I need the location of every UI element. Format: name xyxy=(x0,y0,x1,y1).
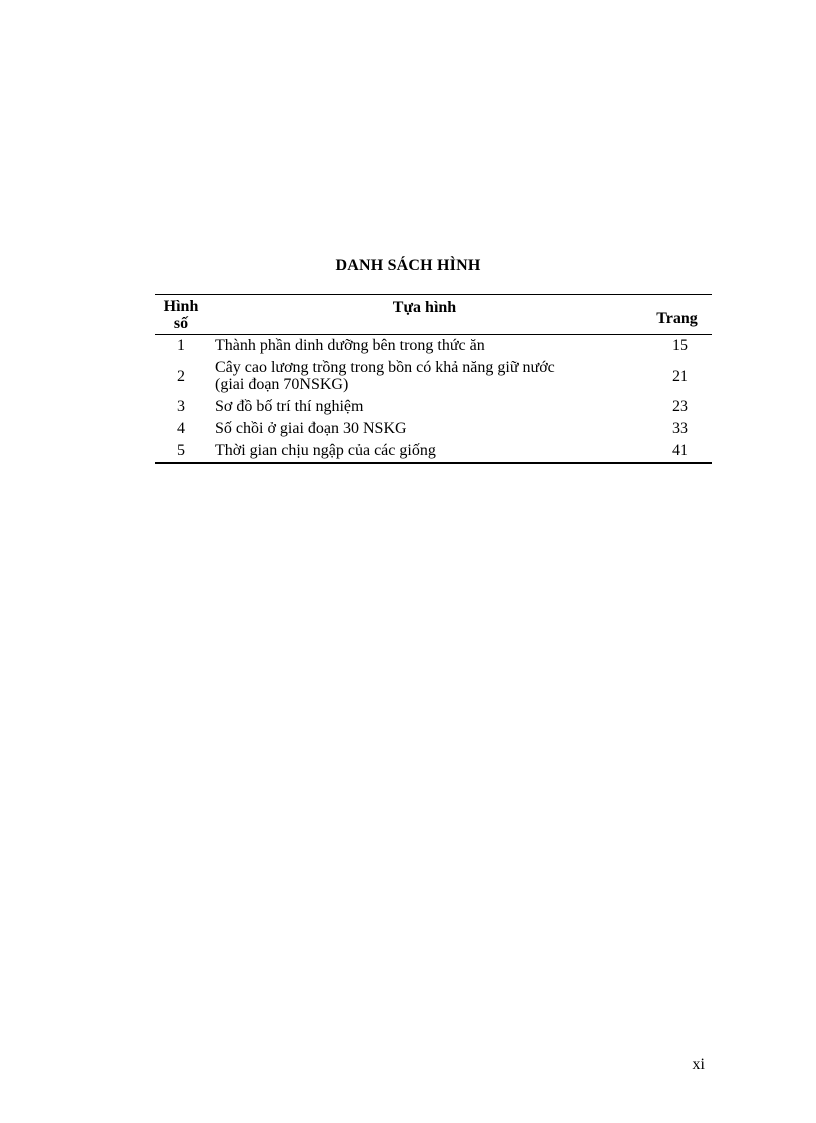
table-row xyxy=(155,440,712,463)
figure-page: 23 xyxy=(672,398,688,415)
header-figure-number-line1: Hình xyxy=(163,298,199,315)
figure-title: Thành phần dinh dưỡng bên trong thức ăn xyxy=(215,337,485,354)
figure-page: 33 xyxy=(672,420,688,437)
figure-list-table xyxy=(155,294,712,464)
figure-page: 21 xyxy=(672,367,688,385)
figure-number: 4 xyxy=(177,420,185,437)
figure-page: 15 xyxy=(672,337,688,354)
figure-number: 5 xyxy=(155,440,207,463)
figure-title: Cây cao lương trồng trong bồn có khả năng giữ nước (giai đoạn 70NSKG) xyxy=(215,359,555,393)
header-figure-number xyxy=(155,295,207,335)
figure-number: 3 xyxy=(177,398,185,415)
header-page: Trang xyxy=(642,295,712,335)
figure-title: Thời gian chịu ngập của các giống xyxy=(207,440,642,463)
table-row xyxy=(155,335,712,358)
page-number: xi xyxy=(692,1056,705,1073)
table-row xyxy=(155,418,712,440)
table-row xyxy=(155,396,712,418)
figure-title: Số chồi ở giai đoạn 30 NSKG xyxy=(215,420,407,437)
table-row xyxy=(155,357,712,396)
table-header-row xyxy=(155,295,712,335)
figure-number: 1 xyxy=(177,337,185,354)
figure-number: 2 xyxy=(177,367,185,385)
page-title: DANH SÁCH HÌNH xyxy=(335,257,481,274)
figure-page: 41 xyxy=(642,440,712,463)
figure-title: Sơ đồ bố trí thí nghiệm xyxy=(215,398,364,415)
header-figure-title: Tựa hình xyxy=(207,295,642,335)
header-figure-number-line2: số xyxy=(173,315,189,332)
